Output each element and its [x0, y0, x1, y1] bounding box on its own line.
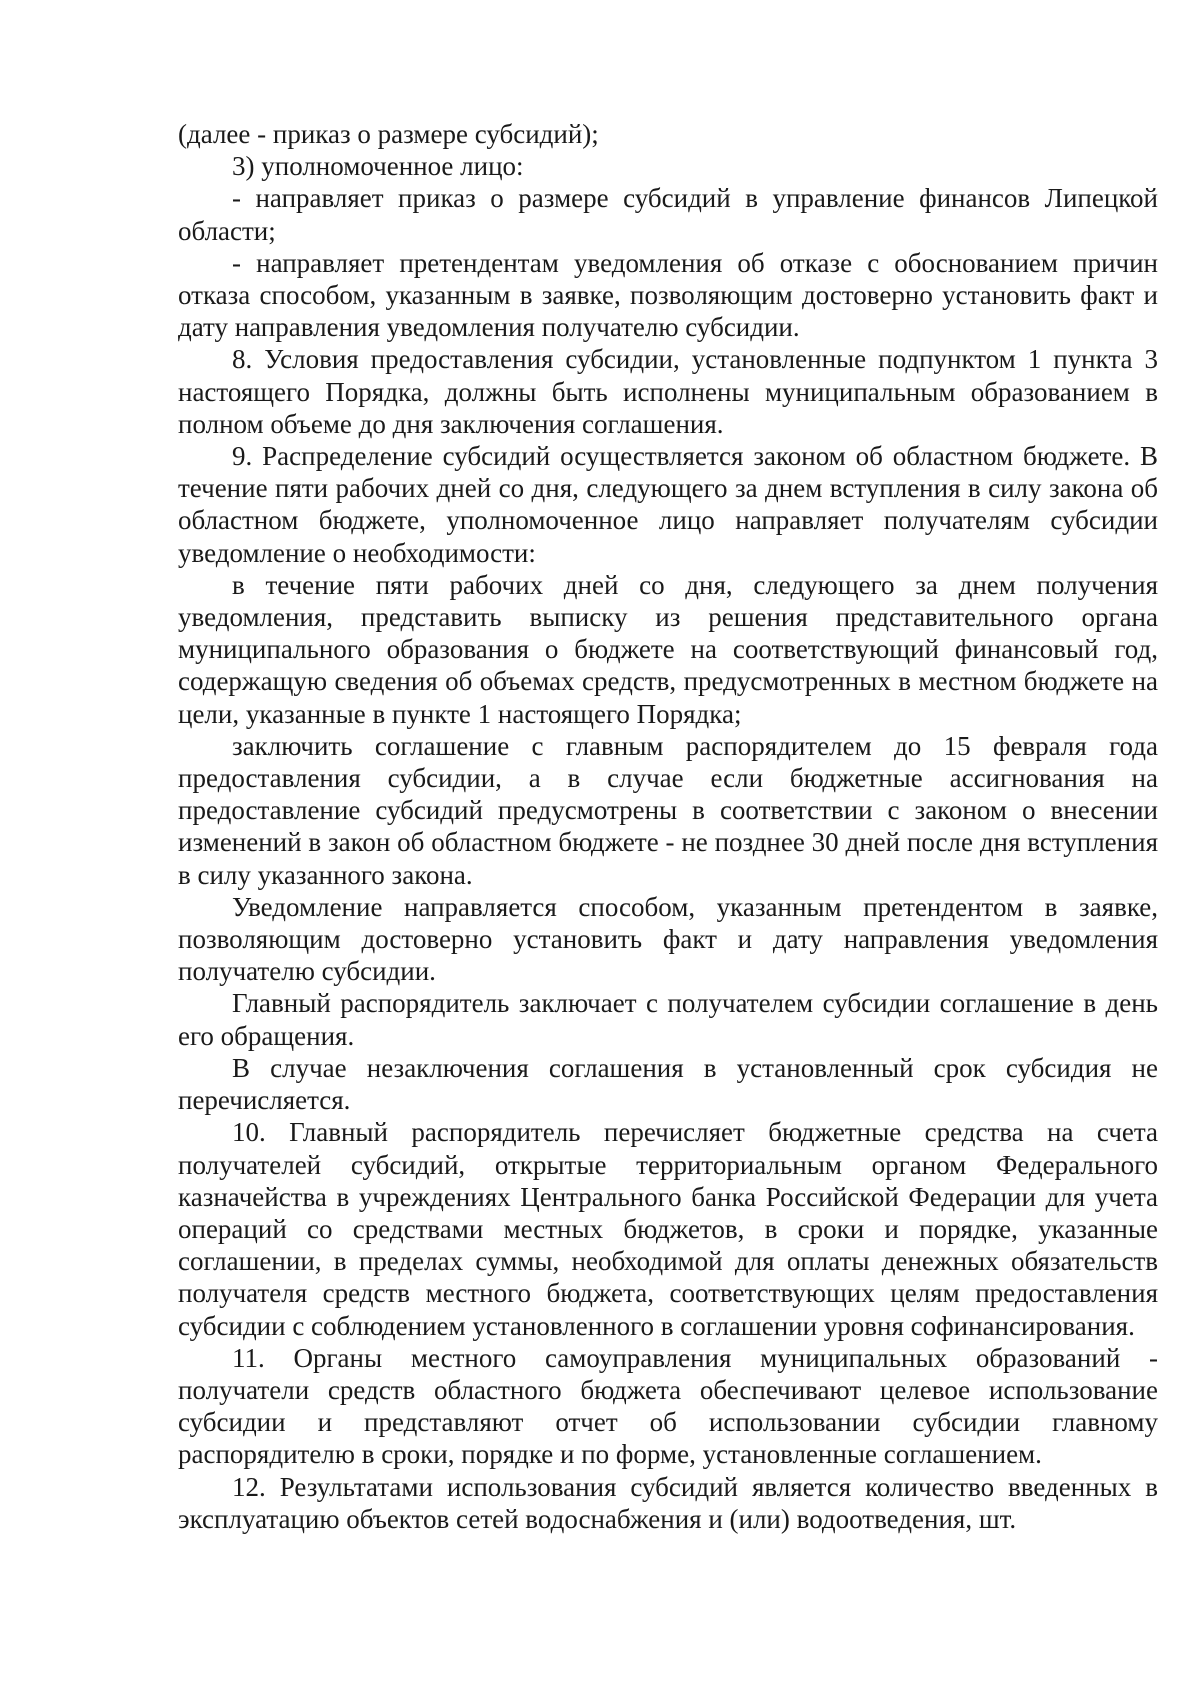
paragraph-agreement: Главный распорядитель заключает с получателем субсидии соглашение в день его обращения. [178, 988, 1158, 1051]
paragraph-item-12: 12. Результатами использования субсидий является количество введенных в эксплуатацию объектов сетей водоснабжения и (или) водоотведения, шт. [178, 1471, 1158, 1534]
paragraph-dash-2: - направляет претендентам уведомления об отказе с обоснованием причин отказа способом, указанным в заявке, позволяющим достоверно установить факт и дату направления уведомления получателю субсидии. [178, 247, 1158, 343]
paragraph-item-11: 11. Органы местного самоуправления муниципальных образований - получатели средств областного бюджета обеспечивают целевое использование субсидии и представляют отчет об использовании субсидии главному распорядителю в сроки, порядке и по форме, установленные соглашением. [178, 1342, 1158, 1470]
paragraph-item-8: 8. Условия предоставления субсидии, установленные подпунктом 1 пункта 3 настоящего Порядка, должны быть исполнены муниципальным образованием в полном объеме до дня заключения соглашения. [178, 344, 1158, 439]
paragraph-item-9: 9. Распределение субсидий осуществляется законом об областном бюджете. В течение пяти рабочих дней со дня, следующего за днем вступления в силу закона об областном бюджете, уполномоченное лицо направляет получателям субсидии уведомление о необходимости: [178, 441, 1158, 568]
paragraph-item-9-sub-2: заключить соглашение с главным распорядителем до 15 февраля года предоставления субсидии, а в случае если бюджетные ассигнования на предоставление субсидий предусмотрены в соответствии с законом о внесении изменений в закон об областном бюджете - не позднее 30 дней после дня вступления в силу указанного закона. [178, 730, 1158, 890]
paragraph-subitem-3: 3) уполномоченное лицо: [232, 151, 524, 182]
paragraph-dash-1: - направляет приказ о размере субсидий в управление финансов Липецкой области; [178, 183, 1158, 246]
paragraph-item-10: 10. Главный распорядитель перечисляет бюджетные средства на счета получателей субсидий, открытые территориальным органом Федерального казначейства в учреждениях Центрального банка Российской Федерации для учета операций со средствами местных бюджетов, в сроки и порядке, указанные соглашении, в пределах суммы, необходимой для оплаты денежных обязательств получателя средств местного бюджета, соответствующих целям предоставления субсидии с соблюдением установленного в соглашении уровня софинансирования. [178, 1117, 1158, 1341]
paragraph-item-9-sub-1: в течение пяти рабочих дней со дня, следующего за днем получения уведомления, представить выписку из решения представительного органа муниципального образования о бюджете на соответствующий финансовый год, содержащую сведения об объемах средств, предусмотренных в местном бюджете на цели, указанные в пункте 1 настоящего Порядка; [178, 569, 1158, 729]
document-body [178, 118, 1158, 1535]
paragraph-continuation: (далее - приказ о размере субсидий); [178, 119, 599, 149]
paragraph-notice: Уведомление направляется способом, указанным претендентом в заявке, позволяющим достоверно установить факт и дату направления уведомления получателю субсидии. [178, 891, 1158, 987]
paragraph-non-conclusion: В случае незаключения соглашения в установленный срок субсидия не перечисляется. [178, 1052, 1158, 1116]
